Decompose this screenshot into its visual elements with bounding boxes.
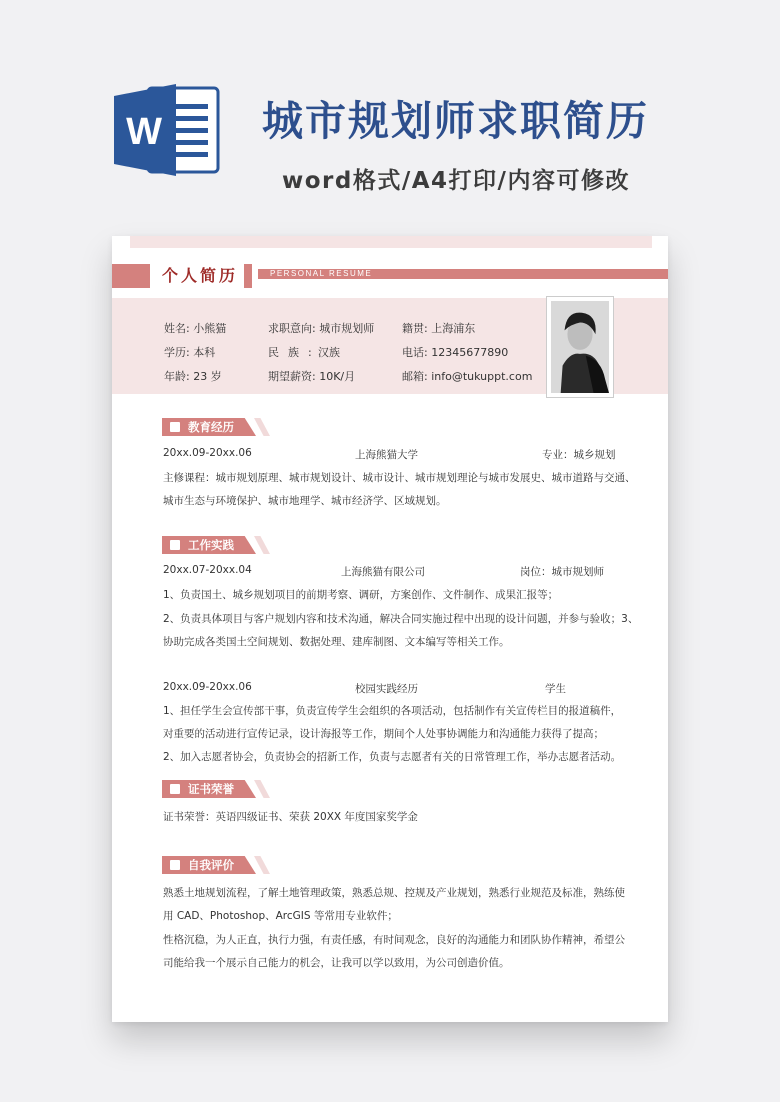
- info-value: 上海浦东: [431, 322, 476, 335]
- info-value: 城市规划师: [319, 322, 375, 335]
- work-line: 对重要的活动进行宣传记录，设计海报等工作，期间个人处事协调能力和沟通能力获得了提高；: [163, 728, 604, 740]
- section-header-self: [162, 856, 268, 874]
- self-line: 司能给我一个展示自己能力的机会，让我可以学以致用，为公司创造价值。: [163, 957, 510, 969]
- resume-title: 个人简历: [150, 264, 244, 288]
- book-icon: [170, 422, 180, 432]
- work-line: 1、负责国土、城乡规划项目的前期考察、调研，方案创作、文件制作、成果汇报等；: [163, 589, 559, 601]
- info-label: 籍贯:: [402, 322, 428, 335]
- work-org: 上海熊猫有限公司: [341, 566, 425, 578]
- section-header-education: [162, 418, 268, 436]
- info-label: 期望薪资:: [268, 370, 316, 383]
- section-title: 自我评价: [188, 858, 234, 872]
- work-line: 1、担任学生会宣传部干事，负责宣传学生会组织的各项活动，包括制作有关宣传栏目的报道稿件，: [163, 705, 622, 717]
- info-value: 12345677890: [431, 346, 509, 359]
- work-row: [163, 681, 619, 695]
- portrait-image-icon: [551, 301, 609, 393]
- education-line: 主修课程：城市规划原理、城市规划设计、城市设计、城市规划理论与城市发展史、城市道路与交通、: [163, 472, 636, 484]
- banner-subtitle: word格式/A4打印/内容可修改: [282, 168, 630, 194]
- top-strip: [130, 236, 652, 248]
- education-school: 上海熊猫大学: [355, 449, 418, 461]
- info-label: 邮箱:: [402, 370, 428, 383]
- certs-line: 证书荣誉：英语四级证书、荣获 20XX 年度国家奖学金: [163, 811, 418, 823]
- info-value: 小熊猫: [193, 322, 227, 335]
- resume-title-bar: [112, 264, 668, 288]
- info-label: 民族:: [268, 346, 321, 359]
- info-value: 汉族: [318, 346, 340, 359]
- word-logo-icon: [114, 82, 220, 178]
- certificate-icon: [170, 784, 180, 794]
- work-date: 20xx.09-20xx.06: [163, 681, 252, 693]
- info-label: 学历:: [164, 346, 190, 359]
- work-date: 20xx.07-20xx.04: [163, 564, 252, 576]
- info-value: 23 岁: [193, 370, 222, 383]
- profile-photo: [546, 296, 614, 398]
- education-line: 城市生态与环境保护、城市地理学、城市经济学、区域规划。: [163, 495, 447, 507]
- work-role: 学生: [545, 683, 566, 695]
- section-title: 教育经历: [188, 420, 234, 434]
- info-value: 10K/月: [319, 370, 356, 383]
- info-value: info@tukuppt.com: [431, 370, 533, 383]
- resume-paper: [112, 236, 668, 1022]
- section-tag-tail: [254, 856, 270, 874]
- info-label: 电话:: [402, 346, 428, 359]
- info-label: 求职意向:: [268, 322, 316, 335]
- resume-title-en: PERSONAL RESUME: [270, 269, 373, 278]
- section-header-certs: [162, 780, 268, 798]
- work-line: 协助完成各类国土空间规划、数据处理、建库制图、文本编写等相关工作。: [163, 636, 510, 648]
- info-label: 姓名:: [164, 322, 190, 335]
- self-line: 熟悉土地规划流程，了解土地管理政策，熟悉总规、控规及产业规划，熟悉行业规范及标准，熟练使: [163, 887, 625, 899]
- work-row: [163, 564, 619, 578]
- chat-icon: [170, 860, 180, 870]
- education-row: [163, 447, 619, 461]
- word-logo-letter: W: [126, 111, 162, 153]
- section-tag-tail: [254, 418, 270, 436]
- education-date: 20xx.09-20xx.06: [163, 447, 252, 459]
- info-value: 本科: [193, 346, 216, 359]
- work-org: 校园实践经历: [355, 683, 418, 695]
- section-title: 证书荣誉: [188, 782, 234, 796]
- self-line: 性格沉稳，为人正直，执行力强，有责任感，有时间观念，良好的沟通能力和团队协作精神，希望公: [163, 934, 625, 946]
- work-role: 岗位：城市规划师: [520, 566, 604, 578]
- section-header-work: [162, 536, 268, 554]
- section-title: 工作实践: [188, 538, 234, 552]
- section-tag-tail: [254, 536, 270, 554]
- self-line: 用 CAD、Photoshop、ArcGIS 等常用专业软件；: [163, 910, 398, 922]
- work-line: 2、加入志愿者协会，负责协会的招新工作，负责与志愿者有关的日常管理工作，举办志愿者活动。: [163, 751, 622, 763]
- info-label: 年龄:: [164, 370, 190, 383]
- education-major: 专业：城乡规划: [542, 449, 616, 461]
- section-tag-tail: [254, 780, 270, 798]
- work-line: 2、负责具体项目与客户规划内容和技术沟通，解决合同实施过程中出现的设计问题，并参与验收；3、: [163, 613, 639, 625]
- banner-title: 城市规划师求职简历: [262, 97, 649, 145]
- edit-icon: [170, 540, 180, 550]
